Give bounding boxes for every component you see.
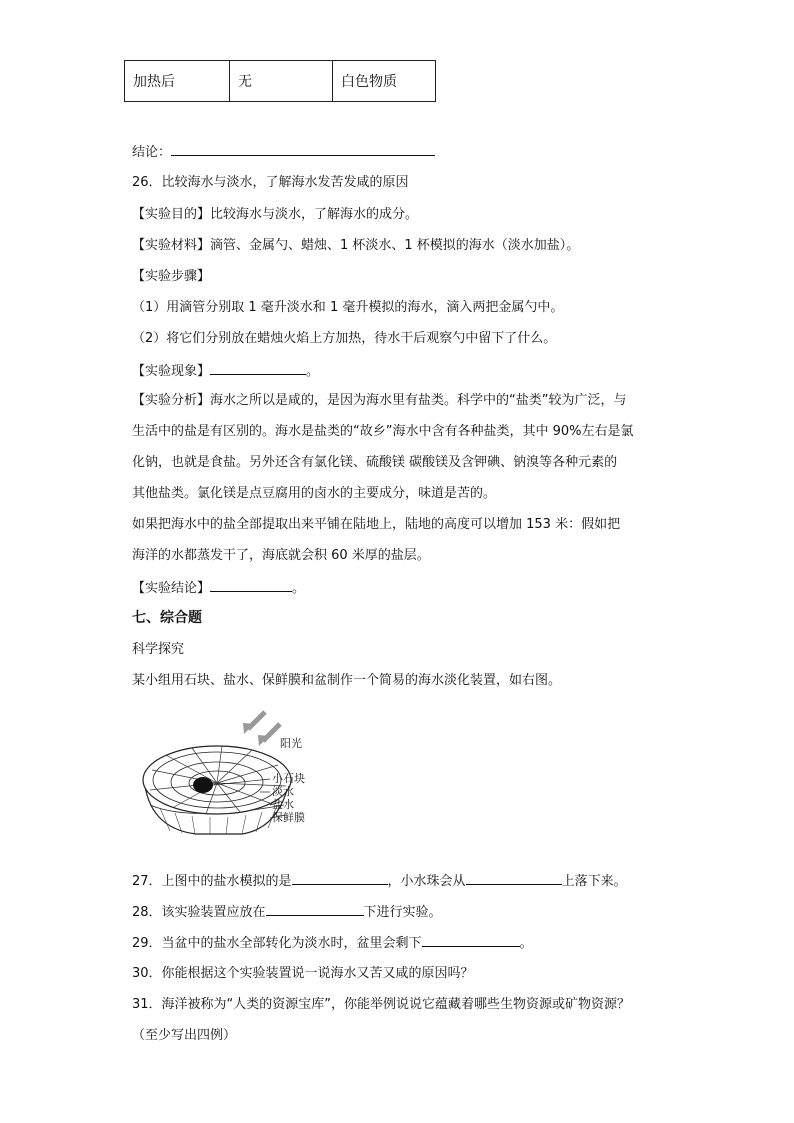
conclusion-line <box>132 143 435 161</box>
q29-text: 。 <box>519 936 533 951</box>
q31-note: （至少写出四例） <box>132 1028 237 1043</box>
q26-title: 26．比较海水与淡水，了解海水发苦发咸的原因 <box>132 175 409 190</box>
phenomenon-blank[interactable] <box>210 362 306 375</box>
stone-icon <box>193 777 213 793</box>
desalination-figure <box>140 710 350 845</box>
q31: 31．海洋被称为“人类的资源宝库”，你能举例说说它蕴藏着哪些生物资源或矿物资源？ <box>132 997 631 1012</box>
basin-icon <box>143 746 291 834</box>
section-heading: 七、综合题 <box>132 610 202 626</box>
conclusion-blank[interactable] <box>171 143 435 156</box>
label-fresh-water: 淡水 <box>272 785 294 798</box>
label-sunlight: 阳光 <box>280 737 302 750</box>
q30: 30．你能根据这个实验装置说一说海水又苦又咸的原因吗？ <box>132 966 474 981</box>
q26-step1: （1）用滴管分别取 1 毫升淡水和 1 毫升模拟的海水，滴入两把金属勺中。 <box>132 300 564 315</box>
sunlight-arrows-icon <box>243 712 280 746</box>
q28-blank[interactable] <box>266 903 364 916</box>
analysis-line: 其他盐类。氯化镁是点豆腐用的卤水的主要成分，味道是苦的。 <box>132 486 497 501</box>
table-row <box>125 61 436 102</box>
analysis-line: 化钠，也就是食盐。另外还含有氯化镁、硫酸镁 碳酸镁及含钾碘、钠溴等各种元素的 <box>132 455 618 470</box>
analysis-line: 【实验分析】海水之所以是咸的，是因为海水里有盐类。科学中的“盐类”较为广泛，与 <box>132 393 627 408</box>
label-salt-water: 盐水 <box>272 798 294 811</box>
table-cell: 加热后 <box>125 61 230 102</box>
conclusion-label: 结论： <box>132 145 172 160</box>
analysis-line: 生活中的盐是有区别的。海水是盐类的“故乡”海水中含有各种盐类，其中 90%左右是氯 <box>132 424 634 439</box>
extra-line: 海洋的水都蒸发干了，海底就会积 60 米厚的盐层。 <box>132 548 430 563</box>
q29 <box>132 934 533 952</box>
q27 <box>132 872 627 890</box>
q26-steps-title: 【实验步骤】 <box>132 269 211 284</box>
q26-phenomenon <box>132 362 319 380</box>
section-sub: 科学探究 <box>132 642 185 657</box>
q29-text: 29．当盆中的盐水全部转化为淡水时，盆里会剩下 <box>132 936 422 951</box>
q28-text: 28．该实验装置应放在 <box>132 905 266 920</box>
table-cell: 白色物质 <box>333 61 436 102</box>
q28-text: 下进行实验。 <box>363 905 442 920</box>
table-cell: 无 <box>230 61 333 102</box>
label-film: 保鲜膜 <box>272 811 305 824</box>
q26-step2: （2）将它们分别放在蜡烛火焰上方加热，待水干后观察勺中留下了什么。 <box>132 331 557 346</box>
q26-purpose: 【实验目的】比较海水与淡水，了解海水的成分。 <box>132 207 419 222</box>
q28 <box>132 903 442 921</box>
phenomenon-label: 【实验现象】 <box>132 364 211 379</box>
experiment-conclusion-blank[interactable] <box>210 579 292 592</box>
q27-blank-1[interactable] <box>292 872 388 885</box>
q26-conclusion <box>132 579 305 597</box>
period: 。 <box>292 581 306 596</box>
q27-text: 27．上图中的盐水模拟的是 <box>132 874 292 889</box>
q27-text: ，小水珠会从 <box>387 874 466 889</box>
section-intro: 某小组用石块、盐水、保鲜膜和盆制作一个简易的海水淡化装置，如右图。 <box>132 673 562 688</box>
conclusion-label: 【实验结论】 <box>132 581 211 596</box>
q27-blank-2[interactable] <box>466 872 562 885</box>
q29-blank[interactable] <box>422 934 520 947</box>
q27-text: 上落下来。 <box>561 874 627 889</box>
q26-materials: 【实验材料】滴管、金属勺、蜡烛、1 杯淡水、1 杯模拟的海水（淡水加盐）。 <box>132 238 580 253</box>
result-table <box>124 60 436 102</box>
period: 。 <box>306 364 320 379</box>
label-stone: 小石块 <box>272 772 305 785</box>
extra-line: 如果把海水中的盐全部提取出来平铺在陆地上，陆地的高度可以增加 153 米：假如把 <box>132 517 621 532</box>
